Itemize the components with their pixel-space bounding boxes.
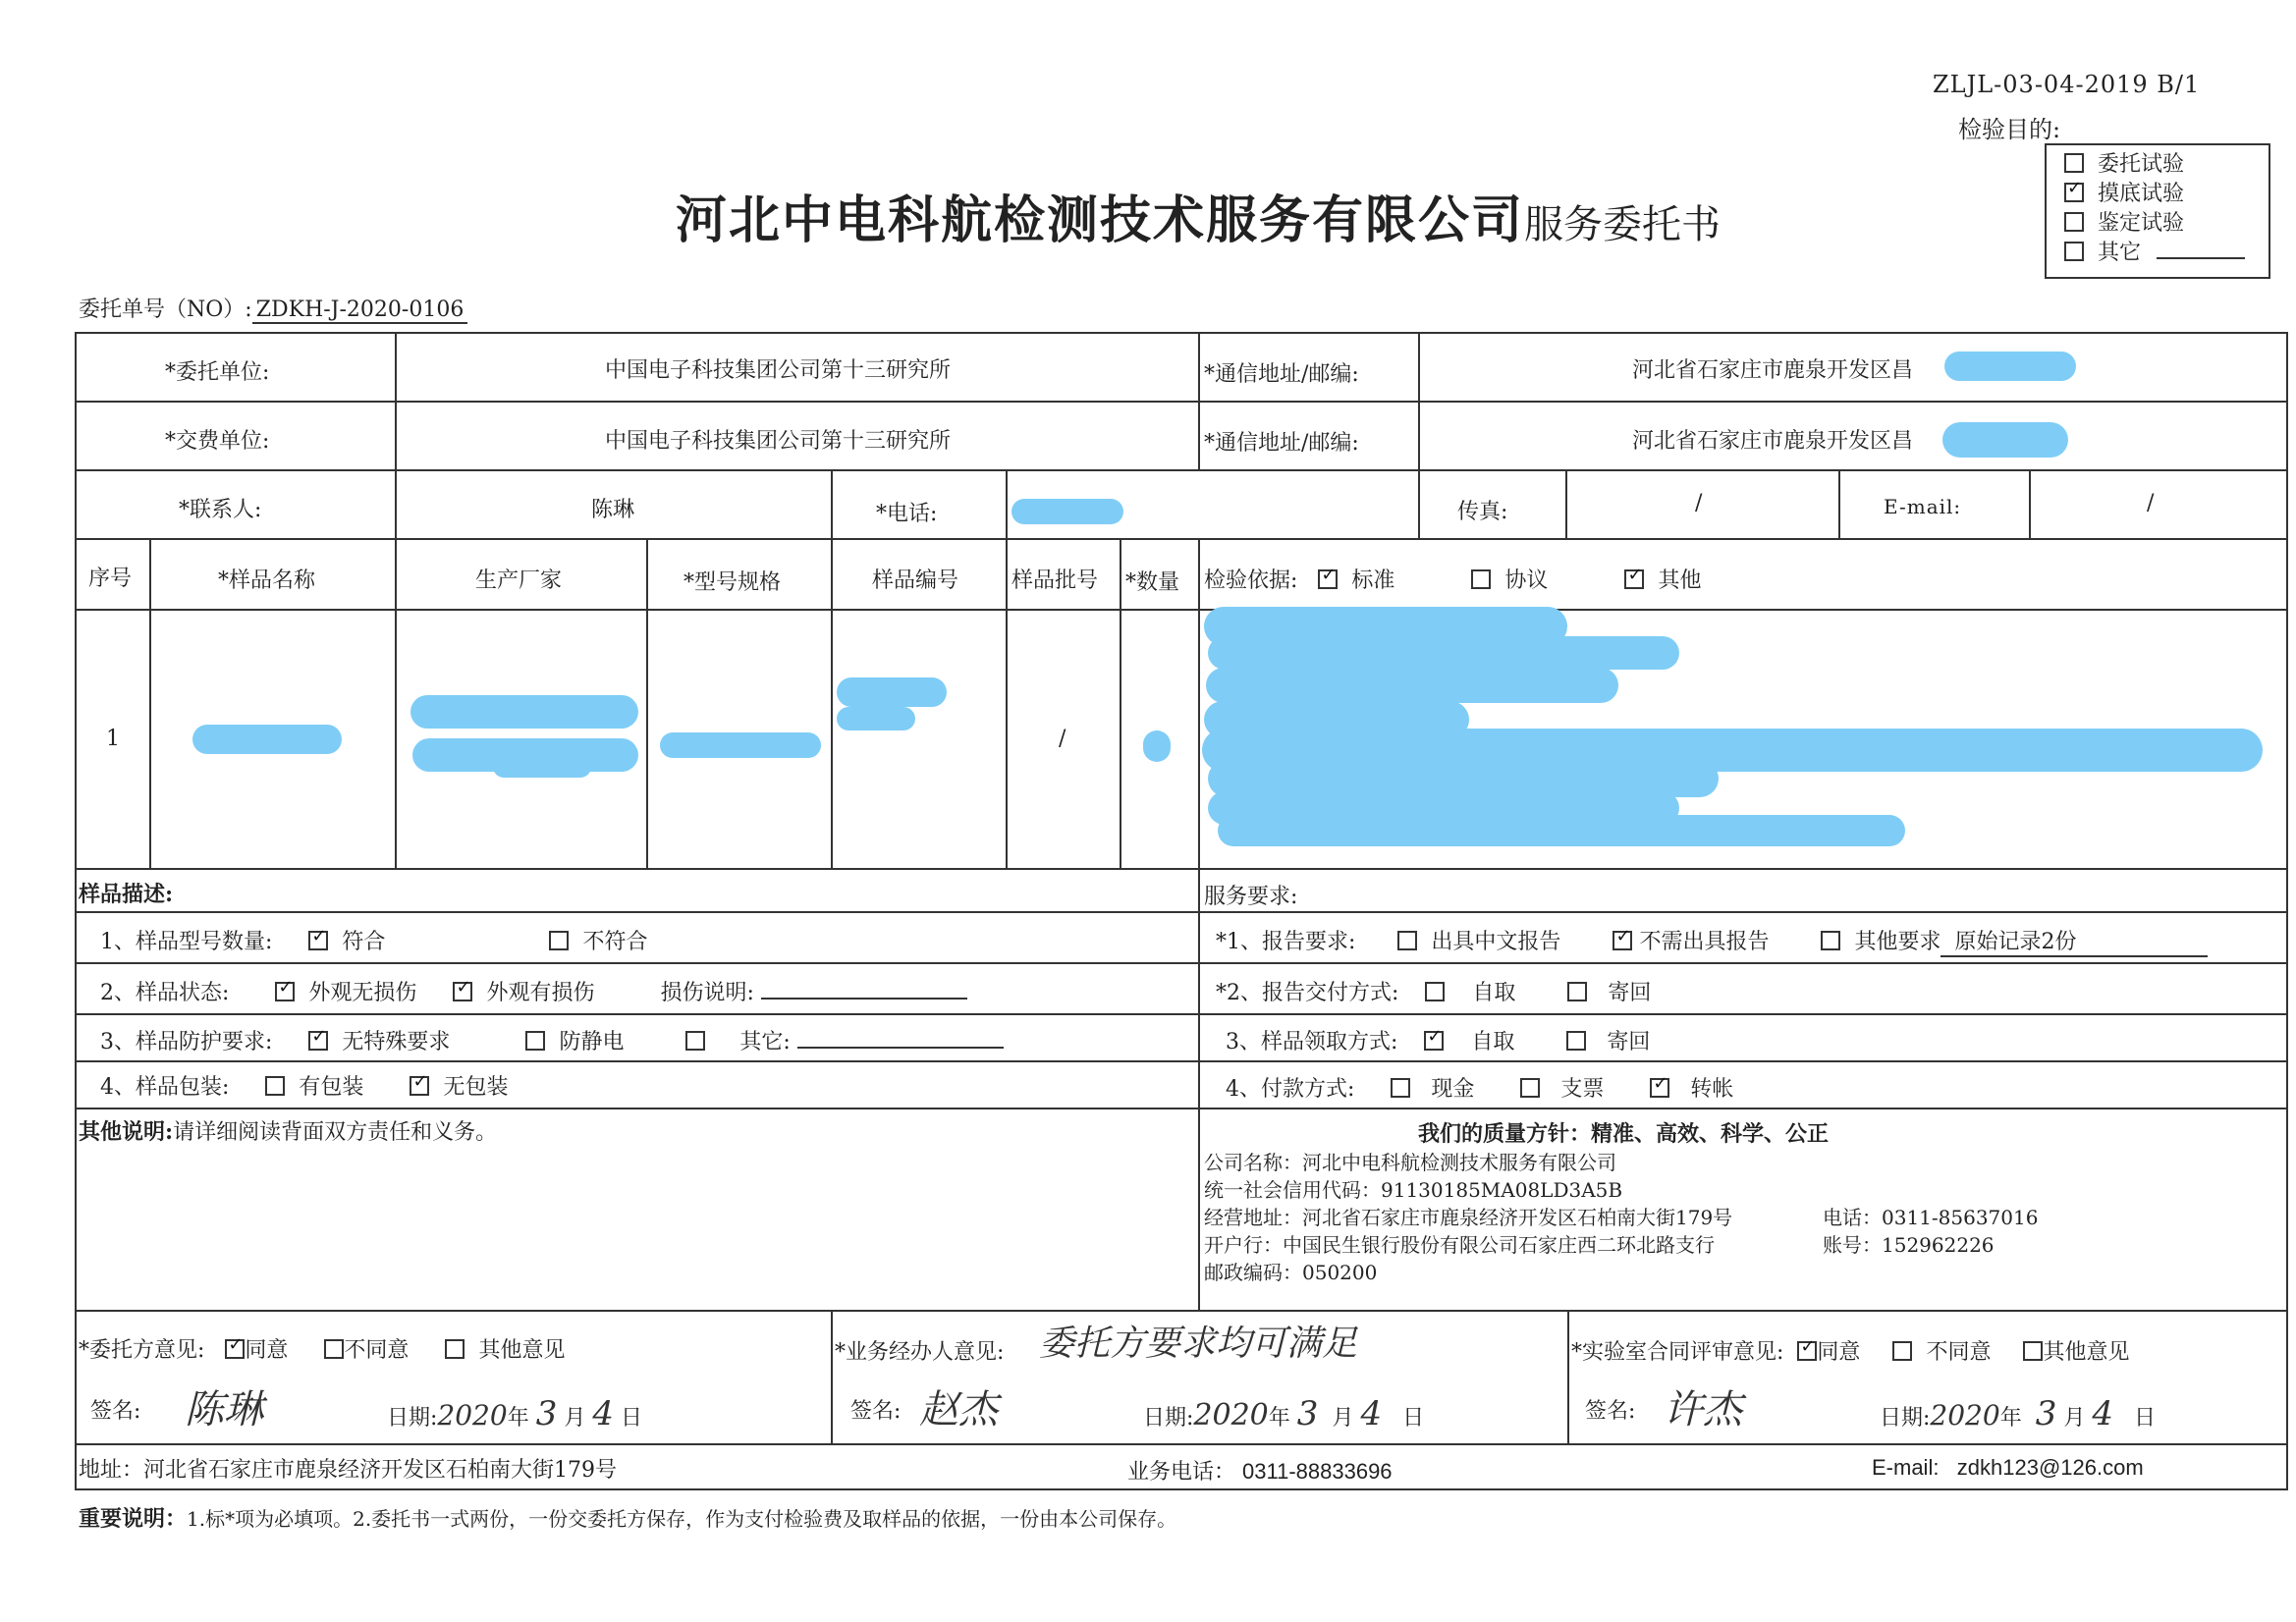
desc-row-4: 4、样品包装: 有包装 ✓ 无包装 <box>100 1070 508 1101</box>
basis-checkbox[interactable] <box>1624 569 1644 589</box>
service-checkbox[interactable] <box>1566 1031 1586 1051</box>
agent-sign-label: 签名: <box>850 1399 902 1424</box>
row-index: 1 <box>106 727 120 751</box>
document-title <box>676 179 1721 252</box>
opinion-checkbox[interactable] <box>324 1339 344 1359</box>
email-label: E-mail: <box>1884 495 1962 518</box>
col-model: *型号规格 <box>683 570 782 595</box>
address2-label: *通信地址/邮编: <box>1204 431 1359 456</box>
order-number: 委托单号（NO）: ZDKH-J-2020-0106 <box>79 293 467 323</box>
lab-signature: 许杰 <box>1664 1387 1742 1433</box>
email-value[interactable]: / <box>2147 491 2155 515</box>
redaction-mark <box>410 695 638 729</box>
service-checkbox[interactable] <box>1613 931 1632 950</box>
service-checkbox[interactable] <box>1520 1078 1540 1098</box>
service-checkbox[interactable] <box>1397 931 1417 950</box>
title-sub: 服务委托书 <box>1524 202 1722 247</box>
col-manufacturer: 生产厂家 <box>475 568 563 593</box>
footer-email: E-mail: zdkh123@126.com <box>1872 1455 2144 1480</box>
address-value[interactable]: 河北省石家庄市鹿泉开发区昌 <box>1632 358 1914 383</box>
quality-policy: 我们的质量方针：精准、高效、科学、公正 <box>1418 1121 1830 1147</box>
redaction-mark <box>837 707 915 730</box>
desc-checkbox[interactable] <box>308 931 328 950</box>
important-note: 重要说明：1.标*项为必填项。2.委托书一式两份，一份交委托方保存，作为支付检验费及取样品的依据，一份由本公司保存。 <box>79 1506 1177 1532</box>
desc-row-2: 2、样品状态: ✓ 外观无损伤 ✓ 外观有损伤 损伤说明: <box>100 976 967 1006</box>
lab-date: 日期:2020年 3 月 4 日 <box>1880 1394 2156 1433</box>
payer-value[interactable]: 中国电子科技集团公司第十三研究所 <box>605 429 952 454</box>
service-checkbox[interactable] <box>1424 1031 1444 1051</box>
entrust-unit-value[interactable]: 中国电子科技集团公司第十三研究所 <box>605 358 952 383</box>
desc-checkbox[interactable] <box>275 982 295 1001</box>
basis-checkbox[interactable] <box>1471 569 1491 589</box>
row-batch: / <box>1059 727 1066 751</box>
col-sample-name: *样品名称 <box>218 568 316 593</box>
desc-row-3: 3、样品防护要求: ✓ 无特殊要求 防静电 其它: <box>100 1025 1004 1055</box>
company-phone: 电话：0311-85637016 <box>1823 1206 2039 1229</box>
redaction-mark <box>1206 668 1618 703</box>
service-row-4: 4、付款方式: 现金 支票 ✓ 转帐 <box>1226 1072 1733 1103</box>
desc-checkbox[interactable] <box>308 1031 328 1051</box>
redaction-mark <box>192 725 342 754</box>
client-date: 日期:2020年 3 月 4 日 <box>387 1394 643 1433</box>
desc-row-1: 1、样品型号数量: ✓ 符合 不符合 <box>100 925 647 955</box>
desc-title: 样品描述: <box>79 882 174 907</box>
redaction-mark <box>1143 730 1171 762</box>
entrust-unit-label: *委托单位: <box>165 360 270 385</box>
desc-checkbox[interactable] <box>525 1031 545 1051</box>
redaction-mark <box>493 756 591 778</box>
company-name: 公司名称：河北中电科航检测技术服务有限公司 <box>1204 1151 1616 1174</box>
company-credit-code: 统一社会信用代码：91130185MA08LD3A5B <box>1204 1178 1623 1202</box>
other-notes: 其他说明:请详细阅读背面双方责任和义务。 <box>79 1119 498 1145</box>
col-index: 序号 <box>88 567 133 591</box>
redaction-mark <box>1011 499 1123 524</box>
company-address: 经营地址：河北省石家庄市鹿泉经济开发区石柏南大街179号 <box>1204 1206 1733 1229</box>
fax-label: 传真: <box>1457 500 1508 524</box>
redaction-mark <box>1208 636 1679 670</box>
service-row-2: *2、报告交付方式: 自取 寄回 <box>1216 981 1652 1005</box>
company-account: 账号：152962226 <box>1823 1233 1995 1257</box>
service-row-1: *1、报告要求: 出具中文报告 ✓ 不需出具报告 其他要求 原始记录2份 <box>1216 925 2208 957</box>
contact-value[interactable]: 陈琳 <box>591 498 635 522</box>
inspection-basis: 检验依据: ✓ 标准 协议 ✓ 其他 <box>1204 564 1701 594</box>
fax-value[interactable]: / <box>1695 491 1703 515</box>
service-title: 服务要求: <box>1204 885 1298 909</box>
service-checkbox[interactable] <box>1821 931 1840 950</box>
service-checkbox[interactable] <box>1391 1078 1410 1098</box>
col-batch-no: 样品批号 <box>1011 568 1099 593</box>
redaction-mark <box>837 677 947 707</box>
agent-opinion-text: 委托方要求均可满足 <box>1039 1324 1358 1364</box>
desc-checkbox[interactable] <box>265 1076 285 1096</box>
payer-label: *交费单位: <box>165 429 270 454</box>
footer-phone: 业务电话： 0311-88833696 <box>1127 1459 1393 1485</box>
opinion-checkbox[interactable] <box>1892 1341 1912 1361</box>
footer-address: 地址：河北省石家庄市鹿泉经济开发区石柏南大街179号 <box>79 1458 617 1483</box>
company-zip: 邮政编码：050200 <box>1204 1261 1378 1284</box>
agent-date: 日期:2020年 3 月 4 日 <box>1143 1394 1425 1433</box>
service-checkbox[interactable] <box>1425 982 1445 1001</box>
agent-opinion: *业务经办人意见: <box>835 1340 1005 1365</box>
client-sign-label: 签名: <box>90 1399 141 1424</box>
service-checkbox[interactable] <box>1567 982 1587 1001</box>
purpose-option[interactable]: 鉴定试验 <box>2064 206 2184 237</box>
purpose-option[interactable]: 其它 <box>2064 236 2245 266</box>
redaction-mark <box>1944 351 2076 381</box>
title-main: 河北中电科航检测技术服务有限公司 <box>676 191 1525 250</box>
desc-checkbox[interactable] <box>685 1031 705 1051</box>
desc-checkbox[interactable] <box>410 1076 429 1096</box>
basis-checkbox[interactable] <box>1318 569 1338 589</box>
opinion-checkbox[interactable] <box>445 1339 465 1359</box>
company-bank: 开户行：中国民生银行股份有限公司石家庄西二环北路支行 <box>1204 1233 1715 1257</box>
agent-signature: 赵杰 <box>919 1387 998 1433</box>
client-signature: 陈琳 <box>185 1387 263 1433</box>
purpose-option[interactable]: ✓ 摸底试验 <box>2064 177 2184 207</box>
address2-value[interactable]: 河北省石家庄市鹿泉开发区昌 <box>1632 429 1914 454</box>
service-row-3: 3、样品领取方式: ✓ 自取 寄回 <box>1226 1025 1650 1055</box>
phone-label: *电话: <box>876 502 938 526</box>
lab-opinion: *实验室合同评审意见: ✓ 同意 不同意 其他意见 <box>1571 1335 2129 1366</box>
redaction-mark <box>1218 815 1905 846</box>
opinion-checkbox[interactable] <box>2023 1341 2043 1361</box>
col-sample-no: 样品编号 <box>872 568 959 593</box>
address-label: *通信地址/邮编: <box>1204 362 1359 387</box>
redaction-mark <box>660 732 821 758</box>
desc-checkbox[interactable] <box>453 982 472 1001</box>
contact-label: *联系人: <box>179 498 262 522</box>
desc-checkbox[interactable] <box>549 931 569 950</box>
lab-sign-label: 签名: <box>1585 1399 1636 1424</box>
redaction-mark <box>1942 422 2068 458</box>
client-opinion: *委托方意见: ✓ 同意 不同意 其他意见 <box>79 1333 565 1364</box>
purpose-option[interactable]: 委托试验 <box>2064 147 2184 178</box>
opinion-checkbox[interactable] <box>225 1339 245 1359</box>
col-quantity: *数量 <box>1125 570 1180 595</box>
opinion-checkbox[interactable] <box>1797 1341 1817 1361</box>
document-code: ZLJL-03-04-2019 B/1 <box>1933 71 2201 98</box>
service-checkbox[interactable] <box>1650 1078 1669 1098</box>
purpose-label: 检验目的: <box>1958 116 2061 143</box>
purpose-box <box>2045 143 2270 279</box>
